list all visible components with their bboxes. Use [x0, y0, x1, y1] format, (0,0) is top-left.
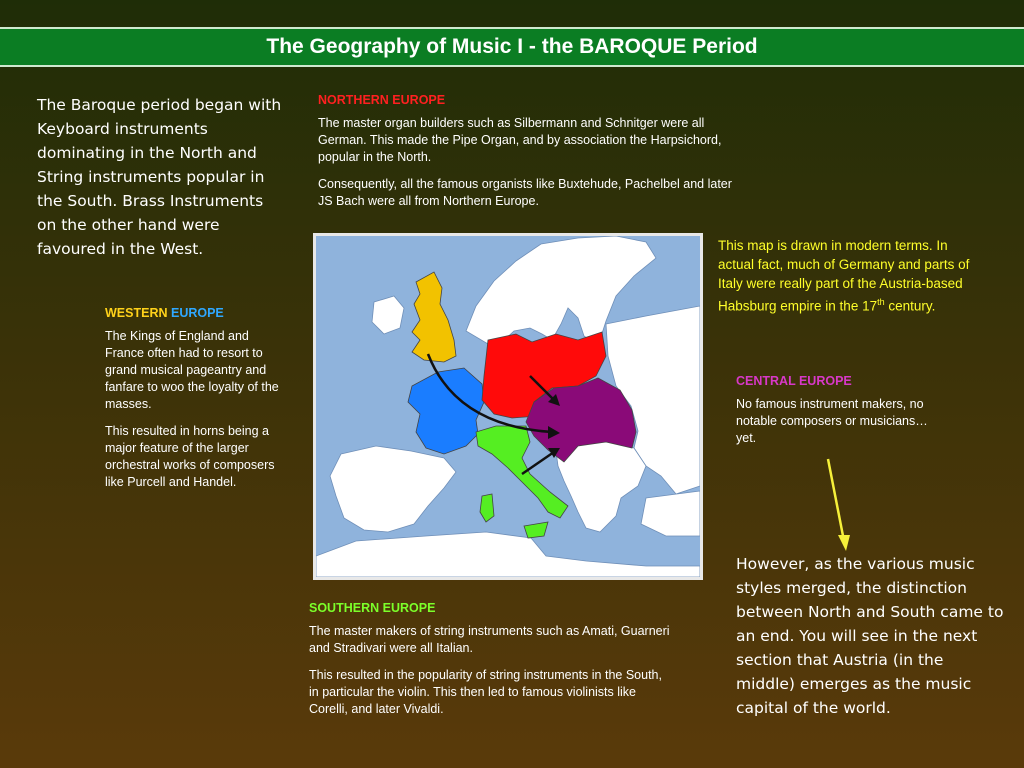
western-paragraph-2: This resulted in horns being a major feature of the larger orchestral works of composers like Purcell and Handel.: [105, 424, 275, 489]
northern-paragraph-2: Consequently, all the famous organists like Buxtehude, Pachelbel and later JS Bach were all from Northern Europe.: [318, 177, 732, 208]
northern-europe-section: [318, 92, 743, 220]
western-heading-part2: EUROPE: [170, 306, 224, 320]
northern-heading: NORTHERN EUROPE: [318, 93, 446, 107]
central-heading: CENTRAL EUROPE: [736, 374, 852, 388]
europe-map: [313, 233, 703, 580]
map-note-sup: th: [877, 297, 885, 307]
page-title: The Geography of Music I - the BAROQUE Period: [266, 35, 758, 58]
southern-europe-section: [309, 600, 674, 728]
southern-paragraph-2: This resulted in the popularity of string instruments in the South, in particular the violin. This then led to famous violinists like Corelli, and later Vivaldi.: [309, 668, 662, 716]
map-note: [718, 236, 978, 316]
western-heading-part1: WESTERN: [105, 306, 168, 320]
map-note-tail: century.: [884, 298, 936, 314]
western-paragraph-1: The Kings of England and France often had to resort to grand musical pageantry and fanfare to woo the loyalty of the masses.: [105, 329, 279, 411]
europe-map-svg: [316, 236, 700, 577]
central-paragraph: No famous instrument makers, no notable composers or musicians… yet.: [736, 397, 928, 445]
southern-heading: SOUTHERN EUROPE: [309, 601, 436, 615]
summary-text: However, as the various music styles merged, the distinction between North and South came to an end. You will see in the next section that Austria (in the middle) emerges as the music capital of the world.: [736, 555, 1004, 717]
western-heading: [105, 305, 285, 322]
central-europe-section: [736, 373, 936, 457]
map-note-text: This map is drawn in modern terms. In actual fact, much of Germany and parts of Italy were really part of the Austria-based Habsburg empire in the 17: [718, 238, 970, 314]
western-europe-section: [105, 305, 285, 501]
title-bar: [0, 27, 1024, 67]
intro-text: The Baroque period began with Keyboard instruments dominating in the North and String instruments popular in the South. Brass Instruments on the other hand were favoured in the West.: [37, 96, 282, 258]
southern-paragraph-1: The master makers of string instruments such as Amati, Guarneri and Stradivari were all Italian.: [309, 624, 670, 655]
northern-paragraph-1: The master organ builders such as Silbermann and Schnitger were all German. This made the Pipe Organ, and by association the Harpsichord, popular in the North.: [318, 116, 722, 164]
yellow-pointer-arrow: [800, 455, 860, 555]
